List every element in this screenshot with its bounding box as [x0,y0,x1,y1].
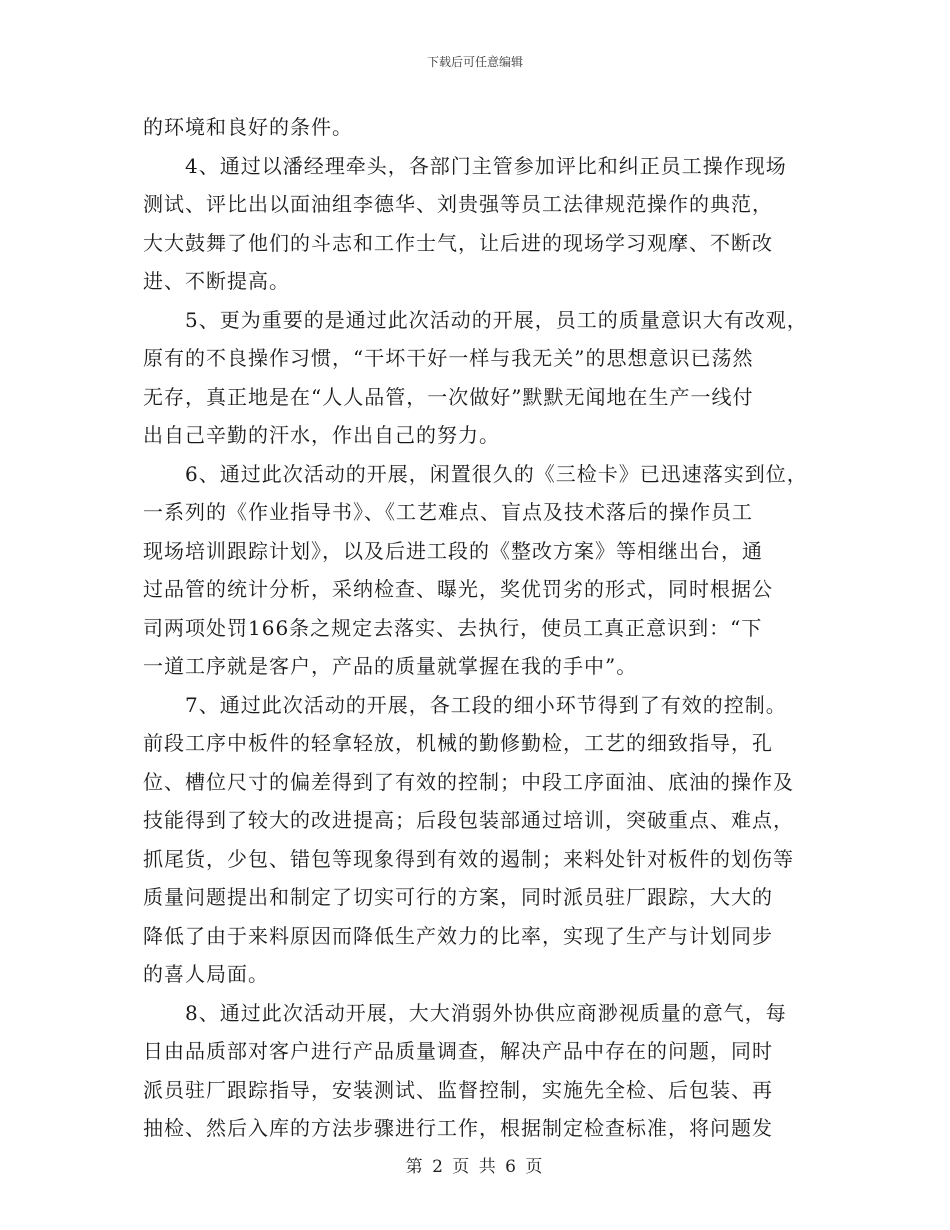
text-line: 派员驻厂跟踪指导，安装测试、监督控制，实施先全检、后包装、再 [143,1077,773,1102]
text-line: 现场培训跟踪计划》，以及后进工段的《整改方案》等相继出台，通 [143,538,763,563]
text-line: 抓尾货，少包、错包等现象得到有效的遏制；来料处针对板件的划伤等 [143,846,794,871]
text-line: 的喜人局面。 [143,962,269,986]
text-line: 司两项处罚166条之规定去落实、去执行，使员工真正意识到：“下 [143,615,763,640]
document-body [143,108,825,1148]
text-line: 位、槽位尺寸的偏差得到了有效的控制；中段工序面油、底油的操作及 [143,769,794,794]
text-line: 7、通过此次活动的开展，各工段的细小环节得到了有效的控制。 [143,692,787,717]
text-line: 抽检、然后入库的方法步骤进行工作，根据制定检查标准，将问题发 [143,1116,773,1140]
text-line: 5、更为重要的是通过此次活动的开展，员工的质量意识大有改观， [143,307,808,332]
text-line: 进、不断提高。 [143,269,290,293]
text-line: 出自己辛勤的汗水，作出自己的努力。 [143,423,500,447]
text-line: 日由品质部对客户进行产品质量调查，解决产品中存在的问题，同时 [143,1039,773,1063]
text-line: 6、通过此次活动的开展，闲置很久的《三检卡》已迅速落实到位， [143,461,808,486]
text-line: 原有的不良操作习惯，“干坏干好一样与我无关”的思想意识已荡然 [143,346,754,370]
text-line: 8、通过此次活动开展，大大消弱外协供应商渺视质量的意气，每 [143,1000,787,1025]
text-line: 降低了由于来料原因而降低生产效力的比率，实现了生产与计划同步 [143,923,773,948]
text-line: 的环境和良好的条件。 [143,115,353,139]
text-line: 过品管的统计分析，采纳检查、曝光，奖优罚劣的形式，同时根据公 [143,577,773,601]
text-line: 一系列的《作业指导书》、《工艺难点、盲点及技术落后的操作员工 [143,500,753,524]
page-header-note: 下载后可任意编辑 [426,55,523,69]
text-line: 无存，真正地是在“人人品管，一次做好”默默无闻地在生产一线付 [143,384,754,409]
text-line: 技能得到了较大的改进提高；后段包装部通过培训，突破重点、难点， [143,808,794,832]
page-number-footer: 第 2 页 共 6 页 [405,1157,545,1177]
text-line: 大大鼓舞了他们的斗志和工作士气，让后进的现场学习观摩、不断改 [143,230,773,255]
text-line: 一道工序就是客户，产品的质量就掌握在我的手中”。 [143,654,638,678]
text-line: 前段工序中板件的轻拿轻放，机械的勤修勤检，工艺的细致指导，孔 [143,731,773,755]
text-line: 测试、评比出以面油组李德华、刘贵强等员工法律规范操作的典范， [143,192,773,216]
text-line: 质量问题提出和制定了切实可行的方案，同时派员驻厂跟踪，大大的 [143,885,773,909]
text-line: 4、通过以潘经理牵头，各部门主管参加评比和纠正员工操作现场 [143,153,787,178]
